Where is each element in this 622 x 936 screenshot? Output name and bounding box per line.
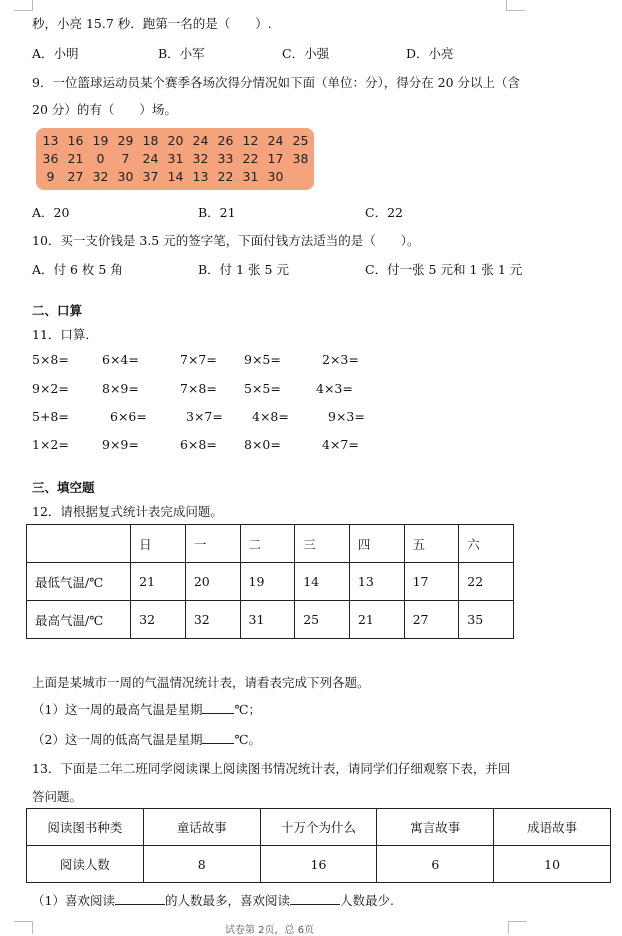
score-cell: 14 [167,169,184,184]
score-cell: 26 [217,133,234,148]
score-cell: 17 [267,151,284,166]
table-cell: 四 [349,525,404,563]
calc-item: 7×7= [180,352,217,367]
score-row [36,151,314,169]
score-box [36,128,314,190]
table-cell: 13 [349,563,404,601]
table-row [27,601,514,639]
q9-option-b: B．21 [198,205,236,220]
score-cell: 31 [242,169,259,184]
calc-item: 5×5= [244,381,281,396]
q12-stem: 12．请根据复式统计表完成问题。 [32,504,223,519]
table-cell: 14 [295,563,350,601]
score-cell: 22 [242,151,259,166]
q10-option-c: C．付一张 5 元和 1 张 1 元 [365,262,523,277]
calc-item: 8×9= [102,381,139,396]
table-cell: 19 [240,563,295,601]
answer-blank[interactable] [202,701,234,714]
calc-item: 9×9= [102,437,139,452]
corner-mark-bottom-right [508,921,527,934]
answer-blank[interactable] [202,731,234,744]
table-cell: 31 [240,601,295,639]
table-cell: 日 [131,525,186,563]
weather-table [26,524,514,639]
score-cell: 24 [142,151,159,166]
score-cell: 25 [292,133,309,148]
score-cell: 27 [67,169,84,184]
score-cell: 29 [117,133,134,148]
q12-sub2-unit: ℃。 [234,732,261,747]
score-cell: 32 [92,169,109,184]
score-row [36,133,314,151]
table-cell: 10 [494,846,611,883]
table-cell: 阅读人数 [27,846,144,883]
q9-stem-line2: 20 分）的有（ ）场。 [32,102,177,117]
corner-mark-top-right [506,0,525,11]
corner-mark-top-left [14,0,33,11]
calc-item: 5×8= [32,352,69,367]
score-cell: 12 [242,133,259,148]
score-cell: 30 [117,169,134,184]
calc-item: 4×3= [316,381,353,396]
calc-item: 4×7= [322,437,359,452]
table-cell: 成语故事 [494,809,611,846]
calc-item: 9×3= [328,409,365,424]
q12-sub1-unit: ℃； [234,702,261,717]
score-cell: 32 [192,151,209,166]
table-row [27,846,611,883]
table-cell: 17 [404,563,459,601]
calc-item: 1×2= [32,437,69,452]
score-cell: 13 [192,169,209,184]
table-cell: 20 [185,563,240,601]
table-cell: 二 [240,525,295,563]
calc-item: 3×7= [186,409,223,424]
q9-option-a: A．20 [32,205,70,220]
calc-item: 9×2= [32,381,69,396]
score-cell: 36 [42,151,59,166]
score-cell: 24 [267,133,284,148]
q12-sub1 [32,700,261,718]
table-cell: 童话故事 [143,809,260,846]
q10-option-b: B．付 1 张 5 元 [198,262,289,277]
table-cell: 最高气温/℃ [27,601,131,639]
q13-stem-line1: 13．下面是二年二班同学阅读课上阅读图书情况统计表，请同学们仔细观察下表，并回 [32,761,511,776]
calc-item: 2×3= [322,352,359,367]
answer-blank[interactable] [290,892,340,905]
section-2-title: 二、口算 [32,303,83,318]
table-cell: 21 [131,563,186,601]
table-cell: 十万个为什么 [260,809,377,846]
table-cell: 25 [295,601,350,639]
calc-item: 6×8= [180,437,217,452]
table-cell: 六 [459,525,514,563]
score-cell: 37 [142,169,159,184]
score-cell: 19 [92,133,109,148]
q10-option-a: A．付 6 枚 5 角 [32,262,123,277]
q12-description: 上面是某城市一周的气温情况统计表，请看表完成下列各题。 [32,675,370,690]
table-cell: 阅读图书种类 [27,809,144,846]
q13-stem-line2: 答问题。 [32,789,83,804]
table-cell: 8 [143,846,260,883]
table-cell: 22 [459,563,514,601]
score-row [36,169,314,187]
table-cell: 32 [131,601,186,639]
q12-sub1-text: （1）这一周的最高气温是星期 [32,702,203,717]
score-cell: 38 [292,151,309,166]
table-cell: 21 [349,601,404,639]
calc-item: 6×6= [110,409,147,424]
q9-stem-line1: 9．一位篮球运动员某个赛季各场次得分情况如下面（单位：分），得分在 20 分以上（含 [32,75,521,90]
score-cell: 30 [267,169,284,184]
q13-sub1-text-c: 人数最少. [339,893,394,908]
score-cell: 0 [96,151,105,166]
table-cell: 五 [404,525,459,563]
calc-item: 6×4= [102,352,139,367]
table-row [27,809,611,846]
q8-option-b: B．小军 [158,46,205,61]
q9-option-c: C．22 [365,205,403,220]
q8-stem-tail: 秒，小亮 15.7 秒．跑第一名的是（ ）. [32,16,272,31]
calc-item: 9×5= [244,352,281,367]
calc-item: 5+8= [32,409,69,424]
score-cell: 13 [42,133,59,148]
score-cell: 31 [167,151,184,166]
table-cell: 27 [404,601,459,639]
table-cell: 最低气温/℃ [27,563,131,601]
q13-sub1-text-b: 的人数最多，喜欢阅读 [164,893,290,908]
table-cell: 32 [185,601,240,639]
section-3-title: 三、填空题 [32,480,95,495]
calc-item: 8×0= [244,437,281,452]
table-cell: 16 [260,846,377,883]
table-cell: 6 [377,846,494,883]
score-cell: 20 [167,133,184,148]
table-cell [27,525,131,563]
q8-option-d: D．小亮 [406,46,454,61]
calc-item: 4×8= [252,409,289,424]
q12-sub2 [32,730,261,748]
corner-mark-bottom-left [14,921,33,934]
table-cell: 35 [459,601,514,639]
q13-sub1 [32,891,394,909]
q8-option-c: C．小强 [282,46,330,61]
score-cell: 24 [192,133,209,148]
calc-item: 7×8= [180,381,217,396]
score-cell: 7 [121,151,130,166]
q8-option-a: A．小明 [32,46,79,61]
answer-blank[interactable] [115,892,165,905]
table-cell: 三 [295,525,350,563]
q13-sub1-text-a: （1）喜欢阅读 [32,893,115,908]
score-cell: 16 [67,133,84,148]
reading-table [26,808,611,883]
q10-stem: 10．买一支价钱是 3.5 元的签字笔，下面付钱方法适当的是（ ）。 [32,233,420,248]
score-cell: 18 [142,133,159,148]
q11-stem: 11．口算． [32,327,98,342]
q12-sub2-text: （2）这一周的低高气温是星期 [32,732,203,747]
table-row [27,563,514,601]
table-cell: 寓言故事 [377,809,494,846]
table-cell: 一 [185,525,240,563]
table-row [27,525,514,563]
score-cell: 21 [67,151,84,166]
score-cell: 33 [217,151,234,166]
score-cell: 22 [217,169,234,184]
score-cell: 9 [46,169,55,184]
page-footer: 试卷第 2页，总 6页 [225,925,315,936]
